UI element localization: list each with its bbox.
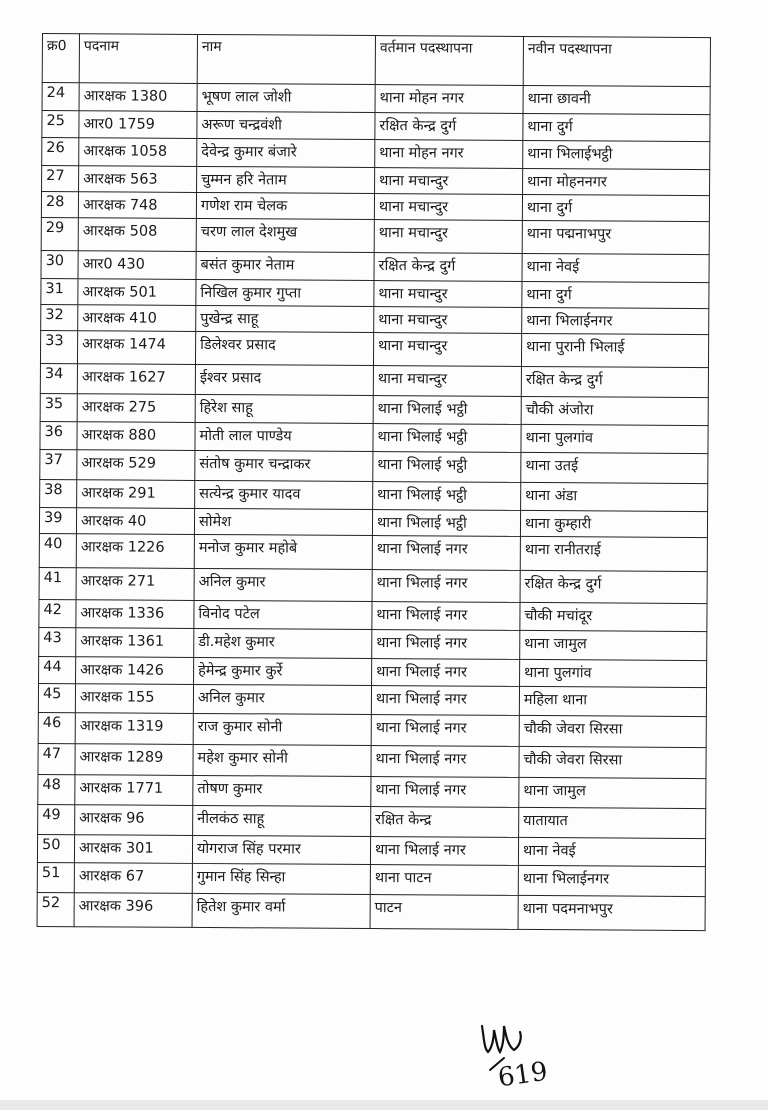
row-new-posting: थाना पदमनाभपुर <box>518 895 705 930</box>
row-current-posting: रक्षित केन्द्र दुर्ग <box>374 253 522 282</box>
header-name: नाम <box>197 34 375 84</box>
row-current-posting: थाना भिलाई भट्ठी <box>373 482 521 511</box>
row-new-posting: थाना जामुल <box>519 777 706 808</box>
row-rank: आरक्षक 301 <box>74 835 192 864</box>
row-name: राज कुमार सोनी <box>193 713 371 745</box>
row-num: 52 <box>37 892 74 926</box>
row-num: 34 <box>40 363 77 393</box>
row-name: निखिल कुमार गुप्ता <box>196 279 374 306</box>
row-rank: आरक्षक 563 <box>79 166 197 193</box>
row-new-posting: थाना दुर्ग <box>522 281 709 308</box>
row-name: चरण लाल देशमुख <box>196 218 374 252</box>
row-name: सोमेश <box>194 508 372 535</box>
table-row <box>39 507 707 537</box>
row-new-posting: थाना भिलाईनगर <box>522 307 709 334</box>
row-current-posting: थाना भिलाई नगर <box>370 837 518 866</box>
table-row <box>40 330 708 367</box>
row-num: 31 <box>41 278 78 304</box>
table-row <box>37 862 705 896</box>
row-num: 28 <box>41 192 78 218</box>
row-current-posting: थाना भिलाई नगर <box>372 602 520 631</box>
row-rank: आरक्षक 1319 <box>75 713 193 745</box>
row-new-posting: थाना दुर्ग <box>523 113 710 141</box>
row-name: हिरेश साहू <box>195 394 373 423</box>
row-name: डी.महेश कुमार <box>194 628 372 658</box>
row-name: अनिल कुमार <box>193 684 371 714</box>
row-new-posting: थाना भिलाईनगर <box>518 865 705 896</box>
row-name: ईश्वर प्रसाद <box>195 364 373 395</box>
table-row <box>38 774 706 808</box>
row-num: 40 <box>39 533 76 567</box>
row-new-posting: थाना रानीतराई <box>520 536 707 571</box>
row-current-posting: थाना पाटन <box>370 865 518 896</box>
row-name: विनोद पटेल <box>194 600 372 629</box>
row-new-posting: थाना भिलाईभट्ठी <box>523 140 710 169</box>
row-rank: आरक्षक 40 <box>76 508 194 535</box>
table-row <box>42 166 710 196</box>
row-current-posting: थाना मचान्दुर <box>373 366 521 397</box>
row-rank: आरक्षक 1289 <box>75 744 193 776</box>
table-row <box>42 83 710 115</box>
row-new-posting: रक्षित केन्द्र दुर्ग <box>520 570 707 603</box>
row-name: देवेन्द्र कुमार बंजारे <box>197 138 375 167</box>
row-current-posting: थाना भिलाई नगर <box>372 630 520 660</box>
row-current-posting: थाना भिलाई नगर <box>372 570 520 603</box>
row-new-posting: चौकी अंजोरा <box>521 396 708 425</box>
table-row <box>41 278 709 308</box>
table-row <box>39 567 707 603</box>
row-name: मनोज कुमार महोबे <box>194 534 372 569</box>
table-row <box>42 111 710 142</box>
table-row <box>39 533 707 571</box>
row-current-posting: थाना भिलाई नगर <box>371 777 519 808</box>
row-num: 36 <box>40 421 77 449</box>
row-rank: आरक्षक 1336 <box>76 600 194 629</box>
row-name: सत्येन्द्र कुमार यादव <box>195 480 373 509</box>
header-num: क्र0 <box>42 34 79 83</box>
row-rank: आरक्षक 1058 <box>79 138 197 167</box>
row-name: नीलकंठ साहू <box>193 805 371 836</box>
table-row <box>39 656 707 687</box>
row-rank: आरक्षक 67 <box>74 863 192 894</box>
row-name: संतोष कुमार चन्द्राकर <box>195 450 373 481</box>
row-new-posting: थाना नेवई <box>522 253 709 282</box>
table-row <box>41 192 709 222</box>
row-name: डिलेश्वर प्रसाद <box>195 331 373 365</box>
row-num: 39 <box>39 507 76 533</box>
row-rank: आरक्षक 501 <box>78 279 196 306</box>
row-rank: आरक्षक 271 <box>76 568 194 601</box>
row-rank: आरक्षक 96 <box>75 805 193 836</box>
row-num: 30 <box>41 250 78 278</box>
row-num: 33 <box>40 330 77 363</box>
row-num: 44 <box>39 656 76 683</box>
row-name: गणेश राम चेलक <box>196 192 374 219</box>
row-rank: आरक्षक 880 <box>77 422 195 451</box>
row-new-posting: थाना उतई <box>521 452 708 483</box>
row-new-posting: थाना पुरानी भिलाई <box>521 333 708 367</box>
row-num: 37 <box>40 449 77 479</box>
row-current-posting: पाटन <box>370 895 518 930</box>
page-number: 619 <box>496 1056 550 1094</box>
row-name: गुमान सिंह सिन्हा <box>192 863 370 894</box>
row-rank: आर0 1759 <box>79 111 197 139</box>
table-row <box>38 683 706 716</box>
row-current-posting: थाना मोहन नगर <box>375 140 523 169</box>
row-rank: आरक्षक 1627 <box>77 364 195 395</box>
table-row <box>41 304 709 334</box>
row-new-posting: महिला थाना <box>519 686 706 716</box>
row-name: मोती लाल पाण्डेय <box>195 422 373 451</box>
row-num: 25 <box>42 111 79 138</box>
header-current-posting: वर्तमान पदस्थापना <box>375 36 523 86</box>
row-rank: आरक्षक 291 <box>77 480 195 509</box>
table-row <box>40 421 708 453</box>
row-current-posting: रक्षित केन्द्र <box>371 807 519 838</box>
table-row <box>39 627 707 660</box>
row-num: 48 <box>38 774 75 804</box>
row-rank: आर0 430 <box>78 251 196 280</box>
row-num: 46 <box>38 712 75 743</box>
row-rank: आरक्षक 1771 <box>75 775 193 806</box>
row-current-posting: थाना मचान्दुर <box>374 194 522 221</box>
row-current-posting: थाना भिलाई भट्ठी <box>373 452 521 483</box>
table-row <box>37 892 705 930</box>
table-row <box>37 834 705 866</box>
table-row <box>41 250 709 282</box>
transfer-list <box>37 33 710 931</box>
row-new-posting: थाना अंडा <box>521 482 708 511</box>
row-name: महेश कुमार सोनी <box>193 744 371 776</box>
row-current-posting: थाना मचान्दुर <box>375 168 523 195</box>
table-row <box>42 138 710 170</box>
row-current-posting: रक्षित केन्द्र दुर्ग <box>375 113 523 141</box>
row-name: योगराज सिंह परमार <box>192 835 370 864</box>
row-current-posting: थाना भिलाई नगर <box>371 686 519 716</box>
row-num: 32 <box>41 304 78 330</box>
row-new-posting: चौकी मचांदूर <box>520 602 707 631</box>
row-name: पुखेन्द्र साहू <box>196 305 374 332</box>
row-current-posting: थाना मचान्दुर <box>373 333 521 367</box>
row-current-posting: थाना भिलाई भट्ठी <box>372 510 520 537</box>
row-new-posting: थाना नेवई <box>518 837 705 866</box>
row-current-posting: थाना मचान्दुर <box>374 281 522 308</box>
row-new-posting: थाना कुम्हारी <box>520 510 707 537</box>
row-num: 41 <box>39 567 76 599</box>
row-name: तोषण कुमार <box>193 775 371 806</box>
table-row <box>38 712 706 747</box>
row-rank: आरक्षक 396 <box>74 893 192 928</box>
row-current-posting: थाना भिलाई नगर <box>372 536 520 571</box>
row-rank: आरक्षक 1361 <box>76 628 194 658</box>
row-new-posting: रक्षित केन्द्र दुर्ग <box>521 366 708 397</box>
header-row <box>42 34 710 87</box>
row-new-posting: थाना पुलगांव <box>521 424 708 453</box>
table-row <box>40 393 708 425</box>
row-rank: आरक्षक 1226 <box>76 534 194 569</box>
row-name: हेमेन्द्र कुमार कुर्रे <box>194 657 372 685</box>
row-num: 35 <box>40 393 77 421</box>
header-rank: पदनाम <box>79 34 197 84</box>
table-row <box>40 449 708 483</box>
table-row <box>39 599 707 631</box>
row-num: 24 <box>42 83 79 111</box>
table-row <box>38 804 706 838</box>
row-rank: आरक्षक 1474 <box>77 331 195 365</box>
row-new-posting: थाना छावनी <box>523 85 710 114</box>
row-name: हितेश कुमार वर्मा <box>192 893 370 928</box>
row-current-posting: थाना मोहन नगर <box>375 85 523 114</box>
row-current-posting: थाना मचान्दुर <box>374 220 522 254</box>
table-body <box>37 83 710 931</box>
row-num: 51 <box>37 862 74 892</box>
table-row <box>38 743 706 778</box>
row-rank: आरक्षक 529 <box>77 450 195 481</box>
row-current-posting: थाना भिलाई नगर <box>371 715 519 747</box>
row-rank: आरक्षक 155 <box>75 684 193 714</box>
row-name: अनिल कुमार <box>194 568 372 601</box>
row-rank: आरक्षक 1380 <box>79 83 197 112</box>
row-current-posting: थाना मचान्दुर <box>374 307 522 334</box>
row-new-posting: चौकी जेवरा सिरसा <box>519 715 706 747</box>
row-new-posting: चौकी जेवरा सिरसा <box>519 746 706 778</box>
row-current-posting: थाना भिलाई नगर <box>372 659 520 687</box>
row-new-posting: थाना दुर्ग <box>522 194 709 221</box>
row-current-posting: थाना भिलाई नगर <box>371 746 519 778</box>
row-new-posting: थाना पुलगांव <box>520 659 707 687</box>
row-num: 45 <box>38 683 75 712</box>
row-rank: आरक्षक 410 <box>78 305 196 332</box>
row-num: 38 <box>40 479 77 507</box>
row-name: भूषण लाल जोशी <box>197 83 375 112</box>
table-row <box>40 479 708 511</box>
header-new-posting: नवीन पदस्थापना <box>523 36 710 86</box>
row-num: 43 <box>39 627 76 656</box>
row-name: चुम्मन हरि नेताम <box>197 166 375 193</box>
transfer-table <box>37 33 711 931</box>
table-row <box>40 363 708 397</box>
row-num: 50 <box>37 834 74 862</box>
row-num: 49 <box>38 804 75 834</box>
row-current-posting: थाना भिलाई भट्ठी <box>373 424 521 453</box>
table-row <box>41 217 709 254</box>
row-new-posting: थाना मोहननगर <box>523 168 710 195</box>
row-rank: आरक्षक 1426 <box>76 657 194 685</box>
row-rank: आरक्षक 748 <box>78 192 196 219</box>
row-new-posting: यातायात <box>519 807 706 838</box>
row-num: 47 <box>38 743 75 774</box>
row-name: अरूण चन्द्रवंशी <box>197 111 375 139</box>
row-name: बसंत कुमार नेताम <box>196 251 374 280</box>
row-current-posting: थाना भिलाई भट्ठी <box>373 396 521 425</box>
scan-edge <box>0 1100 768 1110</box>
row-num: 27 <box>42 166 79 192</box>
row-num: 26 <box>42 138 79 166</box>
row-rank: आरक्षक 508 <box>78 218 196 252</box>
row-new-posting: थाना जामुल <box>520 630 707 660</box>
row-new-posting: थाना पद्मनाभपुर <box>522 220 709 254</box>
row-num: 42 <box>39 599 76 627</box>
row-num: 29 <box>41 217 78 250</box>
row-rank: आरक्षक 275 <box>77 394 195 423</box>
